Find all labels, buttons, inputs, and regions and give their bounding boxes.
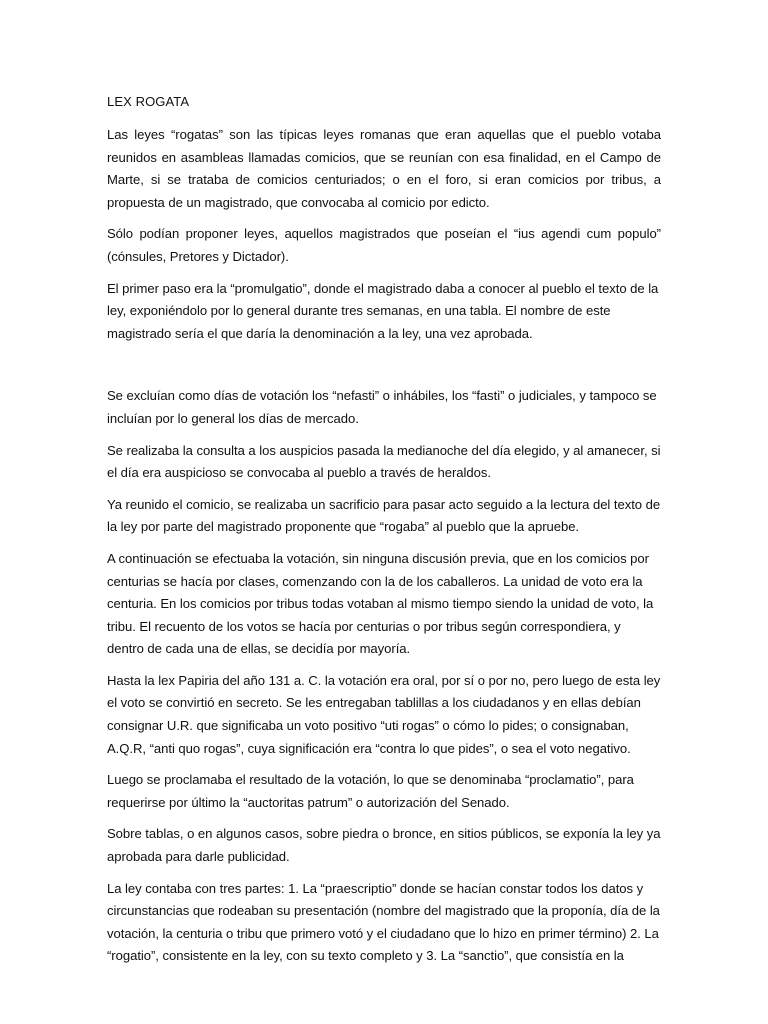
paragraph-lex-papiria: Hasta la lex Papiria del año 131 a. C. la votación era oral, por sí o por no, pero luego de esta ley el voto se convirtió en secreto. Se les entregaban tablillas a los ciudadanos y en ellas debían consignar U.R. que significaba un voto positivo “uti rogas” o cómo lo pides; o consignaban, A.Q.R, “anti quo rogas”, cuya significación era “contra lo que pides”, o sea el voto negativo. [107,672,661,756]
paragraph-promulgatio: El primer paso era la “promulgatio”, donde el magistrado daba a conocer al pueblo el texto de la ley, exponiéndolo por lo general durante tres semanas, en una tabla. El nombre de este magistrado sería el que daría la denominación a la ley, una vez aprobada. [107,280,659,341]
paragraph-dias-votacion: Se excluían como días de votación los “nefasti” o inhábiles, los “fasti” o judiciales, y tampoco se incluían por lo general los días de mercado. [107,388,657,426]
paragraph-tres-partes: La ley contaba con tres partes: 1. La “praescriptio” donde se hacían constar todos los datos y circunstancias que rodeaban su presentación (nombre del magistrado que la proponía, día de la votación, la centuria o tribu que primero votó y el ciudadano que lo hizo en primer término) 2. La “rogatio”, consistente en la ley, con su texto completo y 3. La “sanctio”, que consistía en la [107,880,660,964]
paragraph-sacrificio: Ya reunido el comicio, se realizaba un sacrificio para pasar acto seguido a la lectura del texto de la ley por parte del magistrado proponente que “rogaba” al pueblo que la apruebe. [107,496,661,535]
paragraph-votacion: A continuación se efectuaba la votación, sin ninguna discusión previa, que en los comicios por centurias se hacía por clases, comenzando con la de los caballeros. La unidad de voto era la centuria. En los comicios por tribus todas votaban al mismo tiempo siendo la unidad de voto, la tribu. El recuento de los votos se hacía por centurias o por tribus según correspondiera, y dentro de cada una de ellas, se decidía por mayoría. [107,550,654,657]
paragraph-proclamatio: Luego se proclamaba el resultado de la votación, lo que se denominaba “proclamatio”, para requerirse por último la “auctoritas patrum” o autorización del Senado. [107,772,634,810]
paragraph-publicidad: Sobre tablas, o en algunos casos, sobre piedra o bronce, en sitios públicos, se exponía la ley ya aprobada para darle publicidad. [107,826,661,865]
paragraph-proponer-leyes: Sólo podían proponer leyes, aquellos magistrados que poseían el “ius agendi cum populo” (cónsules, Pretores y Dictador). [107,226,661,264]
paragraph-leyes-rogatas: Las leyes “rogatas” son las típicas leyes romanas que eran aquellas que el pueblo votaba reunidos en asambleas llamadas comicios, que se reunían con esa finalidad, en el Campo de Marte, si se trataba de comicios centuriados; o en el foro, si eran comicios por tribus, a propuesta de un magistrado, que convocaba al comicio por edicto. [107,127,661,210]
document-title: LEX ROGATA [107,94,190,109]
paragraph-auspicios: Se realizaba la consulta a los auspicios pasada la medianoche del día elegido, y al amanecer, si el día era auspicioso se convocaba al pueblo a través de heraldos. [107,442,661,481]
